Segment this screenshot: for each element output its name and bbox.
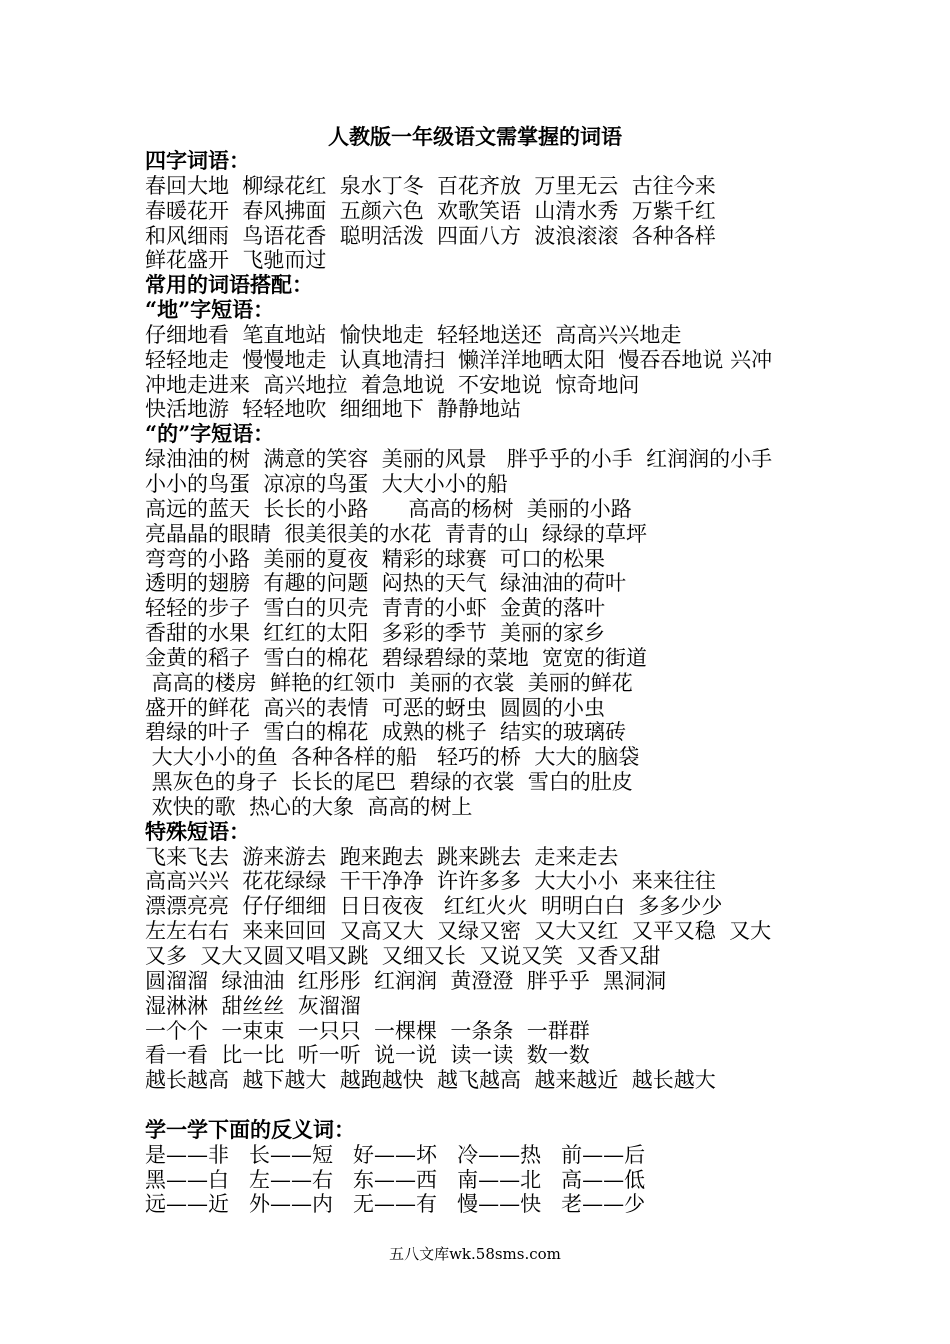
text-line: 春暖花开 春风拂面 五颜六色 欢歌笑语 山清水秀 万紫千红: [145, 198, 716, 223]
section-heading: 常用的词语搭配：: [145, 272, 313, 298]
text-line: 透明的翅膀 有趣的问题 闷热的天气 绿油油的荷叶: [145, 571, 627, 596]
text-line: 圆溜溜 绿油油 红彤彤 红润润 黄澄澄 胖乎乎 黑洞洞: [145, 968, 667, 993]
text-line: 大大小小的鱼 各种各样的船 轻巧的桥 大大的脑袋: [145, 745, 640, 770]
blank-line: [145, 1093, 925, 1118]
text-line: 金黄的稻子 雪白的棉花 碧绿碧绿的菜地 宽宽的街道: [145, 645, 648, 670]
text-line: 看一看 比一比 听一听 说一说 读一读 数一数: [145, 1043, 590, 1068]
text-line: 绿油油的树 满意的笑容 美丽的风景 胖乎乎的小手 红润润的小手: [145, 447, 773, 472]
footer-watermark: 五八文库wk.58sms.com: [389, 1245, 561, 1263]
text-line: 碧绿的叶子 雪白的棉花 成熟的桃子 结实的玻璃砖: [145, 720, 627, 745]
document-title: 人教版一年级语文需掌握的词语: [328, 124, 622, 149]
section-heading: 特殊短语：: [145, 818, 250, 844]
text-line: 盛开的鲜花 高兴的表情 可恶的蚜虫 圆圆的小虫: [145, 695, 606, 720]
text-line: 亮晶晶的眼睛 很美很美的水花 青青的山 绿绿的草坪: [145, 521, 648, 546]
section-heading: 四字词语：: [145, 148, 250, 173]
text-line: 香甜的水果 红红的太阳 多彩的季节 美丽的家乡: [145, 621, 606, 646]
text-line: 黑——白 左——右 东——西 南——北 高——低: [145, 1167, 646, 1192]
document-body: [145, 149, 925, 1217]
text-line: 仔细地看 笔直地站 愉快地走 轻轻地送还 高高兴兴地走: [145, 322, 682, 347]
text-line: 小小的鸟蛋 凉凉的鸟蛋 大大小小的船: [145, 471, 508, 496]
text-line: 高高兴兴 花花绿绿 干干净净 许许多多 大大小小 来来往往: [145, 869, 716, 894]
text-line: 轻轻地走 慢慢地走 认真地清扫 懒洋洋地晒太阳 慢吞吞地说 兴冲: [145, 347, 773, 372]
text-line: 一个个 一束束 一只只 一棵棵 一条条 一群群: [145, 1018, 590, 1043]
text-line: 弯弯的小路 美丽的夏夜 精彩的球赛 可口的松果: [145, 546, 606, 571]
text-line: 冲地走进来 高兴地拉 着急地说 不安地说 惊奇地问: [145, 372, 640, 397]
text-line: 欢快的歌 热心的大象 高高的树上: [145, 794, 473, 819]
section-heading: “的”字短语：: [145, 421, 275, 447]
text-line: 春回大地 柳绿花红 泉水丁冬 百花齐放 万里无云 古往今来: [145, 173, 716, 198]
text-line: 又多 又大又圆又唱又跳 又细又长 又说又笑 又香又甜: [145, 944, 661, 968]
text-line: 飞来飞去 游来游去 跑来跑去 跳来跳去 走来走去: [145, 844, 619, 869]
text-line: 湿淋淋 甜丝丝 灰溜溜: [145, 993, 361, 1018]
text-line: 左左右右 来来回回 又高又大 又绿又密 又大又红 又平又稳 又大: [145, 919, 772, 944]
text-line: 远——近 外——内 无——有 慢——快 老——少: [145, 1192, 646, 1217]
text-line: 高高的楼房 鲜艳的红领巾 美丽的衣裳 美丽的鲜花: [145, 670, 633, 695]
text-line: 鲜花盛开 飞驰而过: [145, 248, 327, 273]
text-line: 高远的蓝天 长长的小路 高高的杨树 美丽的小路: [145, 496, 632, 521]
text-line: 越长越高 越下越大 越跑越快 越飞越高 越来越近 越长越大: [145, 1068, 716, 1093]
text-line: 轻轻的步子 雪白的贝壳 青青的小虾 金黄的落叶: [145, 596, 606, 621]
text-line: 黑灰色的身子 长长的尾巴 碧绿的衣裳 雪白的肚皮: [145, 770, 633, 795]
text-line: 是——非 长——短 好——坏 冷——热 前——后: [145, 1142, 646, 1167]
section-heading: 学一学下面的反义词：: [145, 1116, 355, 1142]
text-line: 和风细雨 鸟语花香 聪明活泼 四面八方 波浪滚滚 各种各样: [145, 223, 716, 248]
text-line: 快活地游 轻轻地吹 细细地下 静静地站: [145, 397, 522, 422]
text-line: 漂漂亮亮 仔仔细细 日日夜夜 红红火火 明明白白 多多少少: [145, 894, 723, 919]
section-heading: “地”字短语：: [145, 297, 275, 323]
